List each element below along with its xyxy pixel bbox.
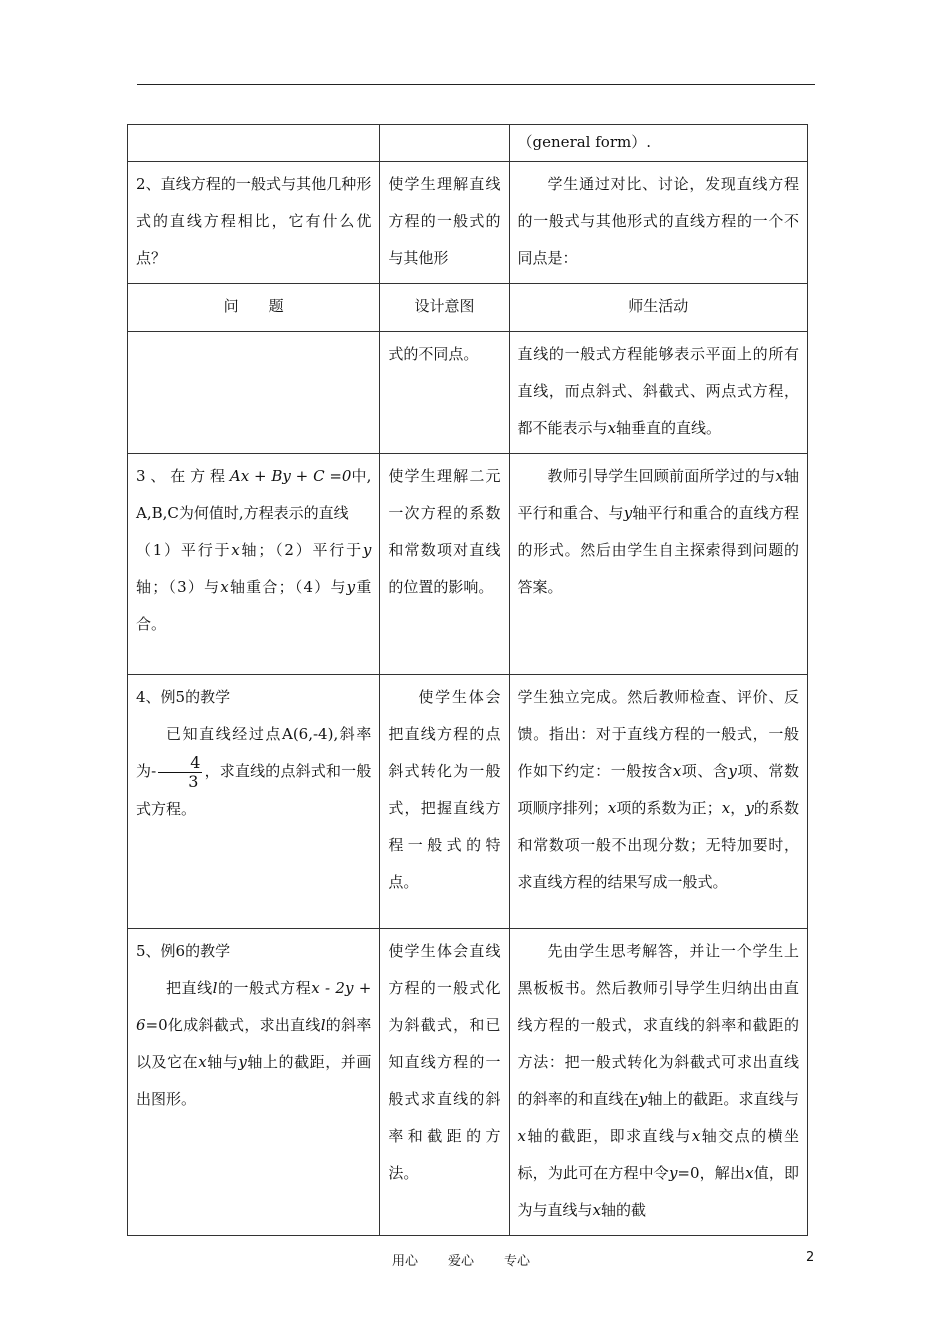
- question-text: 2、直线方程的一般式与其他几种形式的直线方程相比，它有什么优点？: [136, 175, 372, 267]
- question-text: =0化成斜截式，求出直线: [145, 1016, 321, 1034]
- motto-word: 爱心: [448, 1254, 475, 1269]
- math-variable: x: [517, 1127, 527, 1145]
- question-text: 3 、 在 方 程: [136, 467, 230, 485]
- math-variable: y: [745, 799, 754, 817]
- math-variable: y: [362, 541, 372, 559]
- question-text: 的一般式方程: [217, 979, 312, 997]
- intent-cell: [380, 332, 509, 454]
- table-row: [128, 929, 808, 1236]
- math-variable: x: [592, 1201, 602, 1219]
- question-cell: [128, 929, 380, 1236]
- activity-text: 轴平行和重合、与: [517, 467, 799, 522]
- activity-cell: [509, 125, 807, 162]
- table-header-row: [128, 284, 808, 332]
- table-row: [128, 125, 808, 162]
- activity-text: 的系数和常数项一般不出现分数；无特加要时，求直线方程的结果写成一般式。: [517, 799, 799, 891]
- question-text: 已知直线经过点A(6,-4),斜率为-: [136, 725, 372, 780]
- activity-text: 项的系数为正；: [616, 799, 722, 817]
- intent-text: 使学生理解直线方程的一般式的与其他形: [388, 175, 501, 267]
- question-text: 轴重合；（4）与: [228, 578, 347, 596]
- activity-cell: [509, 454, 807, 675]
- question-text: 轴上的截距，并画出图形。: [136, 1053, 372, 1108]
- intent-cell: [380, 162, 509, 284]
- activity-text: =0，解出: [677, 1164, 746, 1182]
- math-variable: y: [238, 1053, 247, 1071]
- activity-text: 轴交点的横坐标，为此可在方程中令: [517, 1127, 799, 1182]
- math-variable: l: [320, 1016, 326, 1034]
- question-text: 轴；（2）平行于: [239, 541, 363, 559]
- intent-cell: [380, 125, 509, 162]
- math-variable: x: [745, 1164, 754, 1182]
- activity-text: 轴的截: [601, 1201, 647, 1219]
- question-cell: [128, 675, 380, 929]
- activity-text: 项、常数项顺序排列；: [517, 762, 799, 817]
- math-variable: x: [220, 578, 229, 596]
- fraction-denominator: 3: [188, 771, 199, 791]
- intent-cell: [380, 675, 509, 929]
- activity-cell: [509, 332, 807, 454]
- question-cell: [128, 125, 380, 162]
- activity-text: （general form）.: [517, 133, 651, 151]
- example-title: 4、例5的教学: [136, 688, 231, 706]
- page-number: 2: [806, 1250, 815, 1265]
- question-text: ，求直线的点斜式和一般式方程。: [136, 762, 372, 818]
- motto-word: 用心: [392, 1254, 419, 1269]
- question-cell: [128, 162, 380, 284]
- activity-text: 轴平行和重合的直线方程的形式。然后由学生自主探索得到问题的答案。: [517, 504, 799, 596]
- math-variable: x: [198, 1053, 207, 1071]
- math-equation: Ax + By + C =0: [229, 467, 352, 485]
- question-text: 中,A,B,C为何值时,方程表示的直线: [136, 467, 372, 522]
- activity-text: 项、含: [681, 762, 729, 780]
- math-variable: y: [638, 1090, 648, 1108]
- question-text: 把直线: [166, 979, 213, 997]
- intent-text: 使学生体会直线方程的一般式化为斜截式，和已知直线方程的一般式求直线的斜率和截距的方法。: [388, 942, 501, 1182]
- question-text: 轴；（3）与: [136, 578, 221, 596]
- math-variable: x: [775, 467, 784, 485]
- fraction: [158, 754, 202, 791]
- intent-text: 使学生理解二元一次方程的系数和常数项对直线的位置的影响。: [388, 467, 501, 596]
- header-intent: 设计意图: [380, 284, 509, 332]
- activity-cell: [509, 162, 807, 284]
- math-variable: y: [668, 1164, 678, 1182]
- activity-text: 学生通过对比、讨论，发现直线方程的一般式与其他形式的直线方程的一个不同点是：: [517, 175, 799, 267]
- question-text: 重合。: [136, 578, 372, 633]
- math-variable: x: [691, 1127, 701, 1145]
- activity-text: 轴的截距，即求直线与: [526, 1127, 692, 1145]
- math-equation: x - 2y + 6: [136, 979, 372, 1034]
- table-row: [128, 162, 808, 284]
- math-variable: x: [231, 541, 240, 559]
- intent-cell: [380, 929, 509, 1236]
- fraction-numerator: 4: [158, 754, 202, 773]
- question-cell: [128, 454, 380, 675]
- activity-text: 值，即为与直线与: [517, 1164, 799, 1219]
- question-text: （1）平行于: [136, 541, 232, 559]
- table-row: [128, 675, 808, 929]
- question-cell: [128, 332, 380, 454]
- motto-word: 专心: [504, 1254, 531, 1269]
- math-variable: x: [607, 419, 617, 437]
- header-activity: 师生活动: [509, 284, 807, 332]
- activity-text: 先由学生思考解答，并让一个学生上黑板板书。然后教师引导学生归纳出由直线方程的一般式，求直线的斜率和截距的方法：把一般式转化为斜截式可求出直线的斜率的和直线在: [517, 942, 799, 1108]
- header-question: 问 题: [128, 284, 380, 332]
- header-rule: [137, 84, 815, 85]
- math-variable: y: [728, 762, 737, 780]
- math-variable: y: [623, 504, 633, 522]
- example-title: 5、例6的教学: [136, 942, 231, 960]
- activity-text: 直线的一般式方程能够表示平面上的所有直线，而点斜式、斜截式、两点式方程，都不能表示与: [517, 345, 799, 437]
- lesson-plan-table: [127, 124, 808, 1236]
- intent-text: 使学生体会把直线方程的点斜式转化为一般式，把握直线方程一般式的特点。: [388, 688, 501, 891]
- table-row: [128, 332, 808, 454]
- math-variable: x: [721, 799, 731, 817]
- intent-cell: [380, 454, 509, 675]
- math-variable: x: [672, 762, 682, 780]
- footer-motto: [392, 1250, 560, 1269]
- activity-cell: [509, 929, 807, 1236]
- math-variable: x: [607, 799, 617, 817]
- activity-text: 轴上的截距。求直线与: [647, 1090, 799, 1108]
- activity-text: 教师引导学生回顾前面所学过的与: [547, 467, 776, 485]
- math-variable: l: [212, 979, 218, 997]
- intent-text: 式的不同点。: [388, 345, 479, 363]
- activity-text: ，: [730, 799, 746, 817]
- question-text: 的斜率以及它在: [136, 1016, 372, 1071]
- activity-text: 学生独立完成。然后教师检查、评价、反馈。指出：对于直线方程的一般式，一般作如下约定：一般按含: [517, 688, 799, 780]
- activity-text: 轴垂直的直线。: [616, 419, 722, 437]
- question-text: 轴与: [206, 1053, 239, 1071]
- activity-cell: [509, 675, 807, 929]
- table-row: [128, 454, 808, 675]
- math-variable: y: [346, 578, 356, 596]
